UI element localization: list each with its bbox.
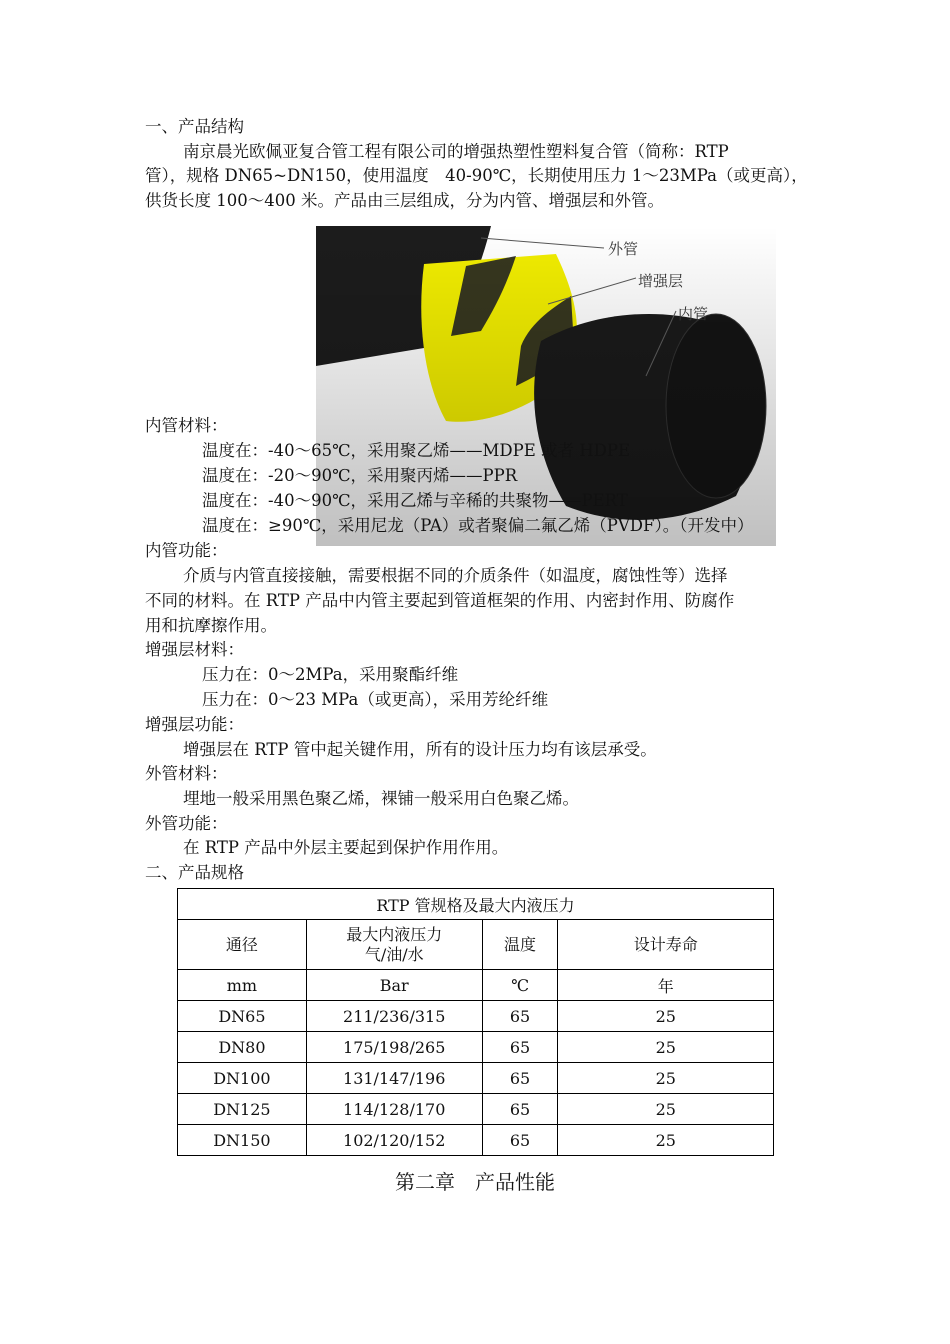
header-max-pressure-line1: 最大内液压力 [346,924,443,944]
table-row [178,1063,774,1094]
table-cell: 131/147/196 [306,1063,482,1094]
reinforce-function-title: 增强层功能： [145,715,244,734]
table-cell: 65 [482,1032,558,1063]
table-header-row [178,920,774,970]
spec-table [177,888,774,1156]
table-cell: 65 [482,1063,558,1094]
table-cell: 65 [482,1094,558,1125]
unit-cell: Bar [306,970,482,1001]
inner-material-item: 温度在：-40～90℃，采用乙烯与辛稀的共聚物——PERT [202,491,628,510]
table-caption: RTP 管规格及最大内液压力 [178,889,774,920]
table-row [178,1032,774,1063]
inner-function-line: 不同的材料。在 RTP 产品中内管主要起到管道框架的作用、内密封作用、防腐作 [145,591,735,610]
outer-material-text: 埋地一般采用黑色聚乙烯，裸铺一般采用白色聚乙烯。 [183,789,579,808]
chapter-title: 第二章 产品性能 [395,1170,555,1194]
table-cell: DN100 [178,1063,307,1094]
label-reinforce-layer: 增强层 [638,272,684,290]
table-caption-row [178,889,774,920]
reinforce-material-title: 增强层材料： [145,640,244,659]
table-cell: 25 [558,1063,774,1094]
header-max-pressure-line2: 气/油/水 [364,944,424,964]
header-diameter: 通径 [178,920,307,970]
header-temperature: 温度 [482,920,558,970]
section-heading-spec: 二、产品规格 [145,863,244,882]
table-row [178,1094,774,1125]
table-cell: DN150 [178,1125,307,1156]
inner-material-item: 温度在：≥90℃，采用尼龙（PA）或者聚偏二氟乙烯（PVDF）。（开发中） [202,516,754,535]
table-cell: 65 [482,1001,558,1032]
header-design-life: 设计寿命 [558,920,774,970]
table-cell: 25 [558,1001,774,1032]
inner-function-title: 内管功能： [145,541,228,560]
table-cell: 175/198/265 [306,1032,482,1063]
outer-function-title: 外管功能： [145,814,228,833]
unit-cell: mm [178,970,307,1001]
reinforce-material-item: 压力在：0～2MPa，采用聚酯纤维 [202,665,459,684]
intro-line-1: 南京晨光欧佩亚复合管工程有限公司的增强热塑性塑料复合管（简称：RTP [183,142,729,161]
table-cell: 211/236/315 [306,1001,482,1032]
table-cell: DN80 [178,1032,307,1063]
table-cell: 25 [558,1125,774,1156]
table-units-row [178,970,774,1001]
reinforce-material-item: 压力在：0～23 MPa（或更高），采用芳纶纤维 [202,690,549,709]
unit-cell: ℃ [482,970,558,1001]
table-row [178,1125,774,1156]
inner-material-title: 内管材料： [145,416,228,435]
table-row [178,1001,774,1032]
outer-function-text: 在 RTP 产品中外层主要起到保护作用作用。 [183,838,509,857]
intro-line-3: 供货长度 100～400 米。产品由三层组成，分为内管、增强层和外管。 [145,191,664,210]
outer-material-title: 外管材料： [145,764,228,783]
section-heading-structure: 一、产品结构 [145,117,244,136]
inner-material-item: 温度在：-40～65℃，采用聚乙烯——MDPE 或者 HDPE [202,441,631,460]
inner-function-line: 介质与内管直接接触，需要根据不同的介质条件（如温度，腐蚀性等）选择 [183,566,728,585]
table-cell: 114/128/170 [306,1094,482,1125]
table-cell: 102/120/152 [306,1125,482,1156]
table-cell: 65 [482,1125,558,1156]
header-max-pressure [306,920,482,970]
inner-function-line: 用和抗摩擦作用。 [145,616,277,635]
table-cell: 25 [558,1094,774,1125]
reinforce-function-text: 增强层在 RTP 管中起关键作用，所有的设计压力均有该层承受。 [183,740,657,759]
table-cell: DN65 [178,1001,307,1032]
unit-cell: 年 [558,970,774,1001]
label-inner-pipe: 内管 [678,305,709,323]
inner-material-item: 温度在：-20～90℃，采用聚丙烯——PPR [202,466,518,485]
intro-line-2: 管），规格 DN65~DN150，使用温度 40-90℃，长期使用压力 1～23MPa（或更高）， [145,166,808,185]
table-cell: 25 [558,1032,774,1063]
table-cell: DN125 [178,1094,307,1125]
label-outer-pipe: 外管 [608,240,639,258]
